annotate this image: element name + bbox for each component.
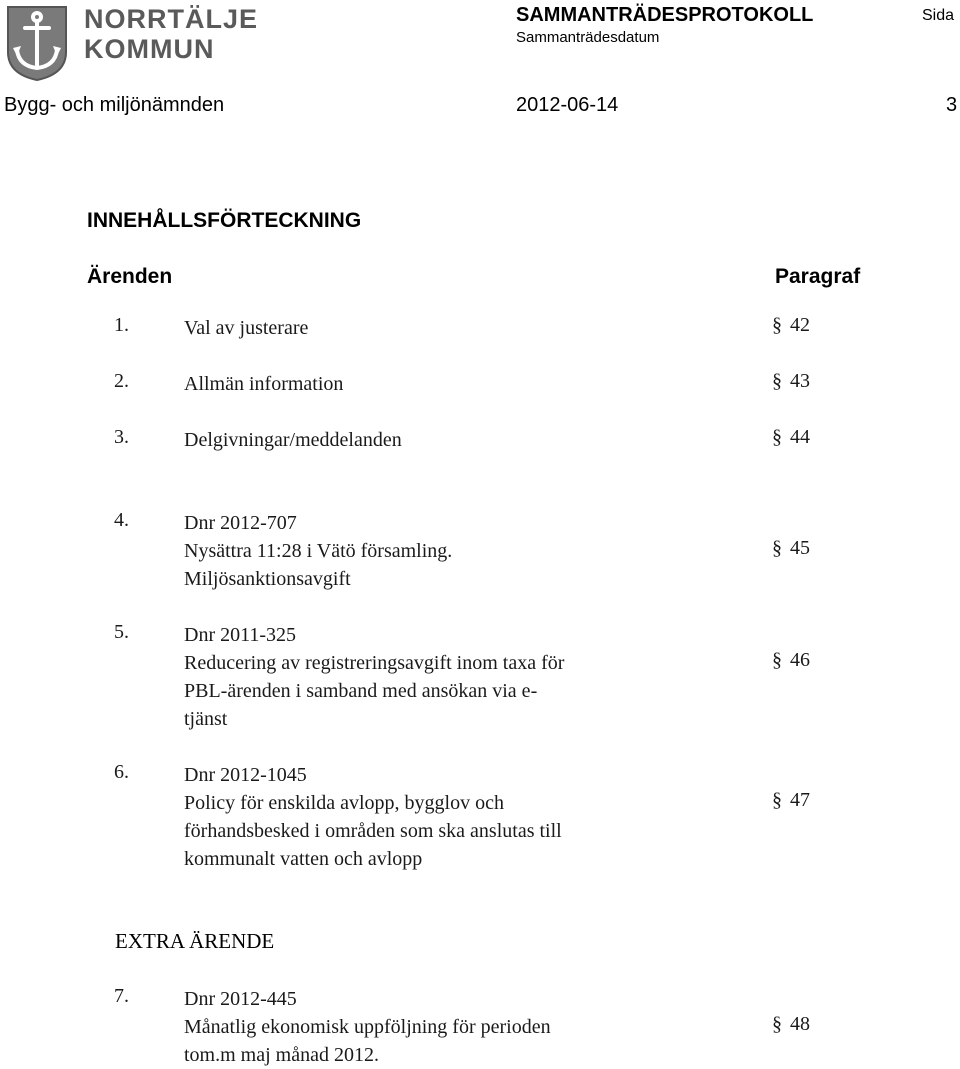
column-header-items: Ärenden [87,265,173,288]
item-line: Val av justerare [184,317,309,339]
toc-heading: INNEHÅLLSFÖRTECKNING [87,209,362,232]
item-line: PBL-ärenden i samband med ansökan via e- [184,680,538,702]
item-number: 3. [114,426,129,448]
item-paragraph [772,426,810,449]
page-number: 3 [946,94,958,116]
item-line: Månatlig ekonomisk uppföljning för perioden [184,1016,551,1038]
item-paragraph [772,649,810,672]
item-text [184,314,308,342]
item-line: Dnr 2012-707 [184,512,297,534]
item-text [184,621,564,733]
item-text [184,426,402,454]
item-line: tjänst [184,708,228,730]
item-number: 7. [114,985,129,1007]
item-paragraph [772,1013,810,1036]
item-number: 5. [114,621,129,643]
item-line: Miljösanktionsavgift [184,568,351,590]
item-line: tom.m maj månad 2012. [184,1044,379,1066]
paragraph-number: 46 [790,649,810,671]
section-symbol: § [772,426,782,448]
logo-text-line2: KOMMUN [84,34,215,64]
section-symbol: § [772,370,782,392]
item-line: Delgivningar/meddelanden [184,429,402,451]
item-line: Reducering av registreringsavgift inom taxa för [184,652,565,674]
paragraph-number: 45 [790,537,810,559]
item-number: 1. [114,314,129,336]
item-number: 4. [114,509,129,531]
paragraph-number: 44 [790,426,810,448]
item-line: Policy för enskilda avlopp, bygglov och [184,792,504,814]
item-paragraph [772,789,810,812]
item-line: Dnr 2012-1045 [184,764,307,786]
item-text [184,509,452,593]
item-number: 2. [114,370,129,392]
document-title: SAMMANTRÄDESPROTOKOLL [516,4,814,26]
item-line: kommunalt vatten och avlopp [184,848,423,870]
paragraph-number: 43 [790,370,810,392]
section-symbol: § [772,537,782,559]
section-symbol: § [772,1013,782,1035]
item-text [184,985,551,1069]
item-number: 6. [114,761,129,783]
item-paragraph [772,537,810,560]
meeting-date-label: Sammanträdesdatum [516,29,660,46]
column-header-paragraph: Paragraf [775,265,861,288]
paragraph-number: 48 [790,1013,810,1035]
page-label: Sida [922,7,955,24]
logo-text-line1: NORRTÄLJE [84,4,259,34]
item-line: Dnr 2012-445 [184,988,297,1010]
item-line: förhandsbesked i områden som ska anslutas till [184,820,562,842]
municipality-crest-icon [5,4,69,82]
section-symbol: § [772,789,782,811]
paragraph-number: 42 [790,314,810,336]
section-symbol: § [772,314,782,336]
paragraph-number: 47 [790,789,810,811]
section-symbol: § [772,649,782,671]
item-text [184,761,562,873]
item-line: Nysättra 11:28 i Vätö församling. [184,540,453,562]
item-paragraph [772,370,810,393]
item-paragraph [772,314,810,337]
committee-name: Bygg- och miljönämnden [4,94,225,116]
meeting-date: 2012-06-14 [516,94,619,116]
item-line: Allmän information [184,373,344,395]
item-text [184,370,343,398]
item-line: Dnr 2011-325 [184,624,297,646]
extra-items-heading: EXTRA ÄRENDE [115,929,275,953]
